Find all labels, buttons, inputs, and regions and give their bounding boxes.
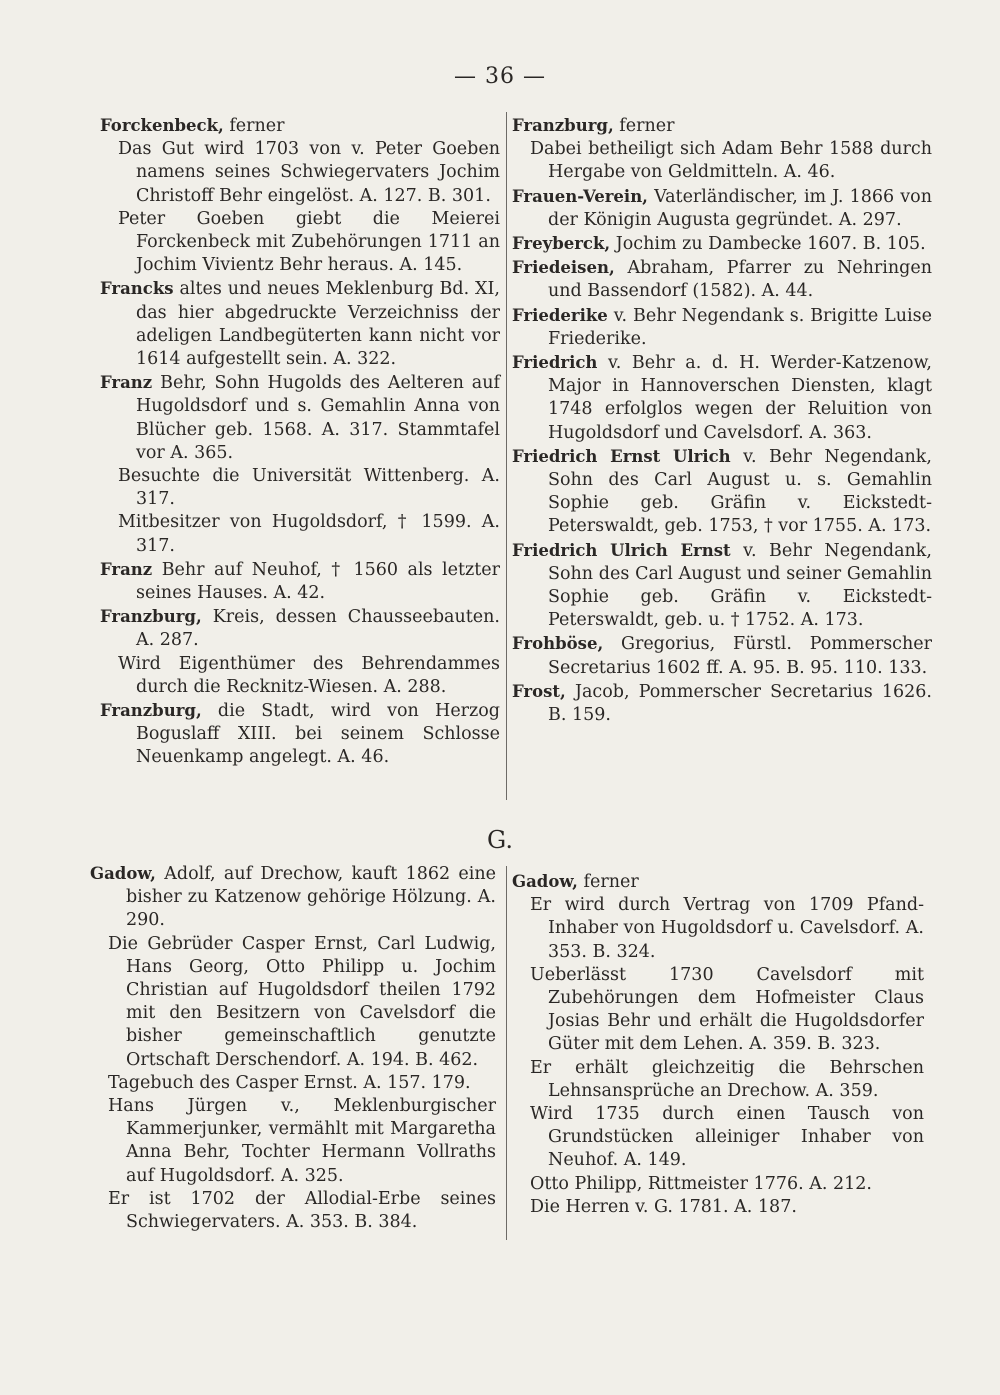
entry-heading: Friedrich (512, 353, 598, 373)
index-entry (512, 539, 932, 633)
entry-heading: Franzburg, (512, 116, 614, 135)
index-entry (512, 445, 932, 539)
index-entry (512, 185, 932, 232)
index-column-bottom-right (512, 870, 924, 1219)
entry-text: Er erhält gleichzeitig die Behrschen Lehnsansprüche an Drechow. A. 359. (530, 1057, 924, 1101)
index-entry (100, 277, 500, 371)
index-entry (90, 1188, 496, 1234)
entry-text: Das Gut wird 1703 von v. Peter Goeben namens seines Schwiegervaters Jochim Christoff Behr eingelöst. A. 127. B. 301. (118, 139, 500, 206)
index-column-top-right (512, 114, 932, 727)
index-entry (100, 558, 500, 605)
entry-text: Behr auf Neuhof, † 1560 als letzter seines Hauses. A. 42. (136, 559, 500, 604)
index-entry (100, 511, 500, 557)
page-number: — 36 — (454, 64, 546, 89)
column-divider (506, 112, 507, 800)
entry-heading: Friederike (512, 305, 608, 325)
entry-heading: Franz (100, 559, 153, 579)
index-entry (512, 114, 932, 138)
entry-text: altes und neues Meklenburg Bd. XI, das hier abgedruckte Verzeichniss der adeligen Landbegüterten kann nicht vor 1614 aufgestellt sein. A. 322. (136, 279, 500, 370)
entry-heading: Frost, (512, 681, 566, 701)
entry-heading: Friedrich Ulrich Ernst (512, 540, 731, 560)
entry-heading: Freyberck, (512, 234, 611, 254)
index-column-bottom-left (90, 862, 496, 1234)
index-entry (512, 894, 924, 964)
entry-text: Kreis, dessen Chausseebauten. A. 287. (136, 607, 500, 651)
entry-text: Mitbesitzer von Hugoldsdorf, † 1599. A. 317. (118, 512, 500, 556)
index-entry (512, 632, 932, 679)
index-entry (100, 465, 500, 511)
entry-heading: Franzburg, (100, 607, 202, 627)
entry-text: Tagebuch des Casper Ernst. A. 157. 179. (108, 1072, 471, 1093)
entry-heading: Frauen-Verein, (512, 186, 648, 206)
entry-heading: Frohböse, (512, 634, 604, 654)
entry-text: Ueberlässt 1730 Cavelsdorf mit Zubehörungen dem Hofmeister Claus Josias Behr und erhält die Hugoldsdorfer Güter mit dem Lehen. A. 359. B. 323. (530, 964, 924, 1055)
index-entry (512, 870, 924, 894)
entry-heading: Friedrich Ernst Ulrich (512, 446, 731, 466)
index-entry (90, 1095, 496, 1188)
index-entry (100, 138, 500, 208)
entry-text: v. Behr Negendank, Sohn des Carl August u. s. Gemahlin Sophie geb. Gräfin v. Eickstedt-Peterswaldt, geb. 1753, † vor 1755. A. 173. (548, 446, 932, 537)
index-entry (512, 232, 932, 256)
entry-text: Behr, Sohn Hugolds des Aelteren auf Hugoldsdorf und s. Gemahlin Anna von Blücher geb. 1568. A. 317. Stammtafel vor A. 365. (136, 373, 500, 463)
entry-text: ferner (229, 116, 285, 136)
entry-heading: Franzburg, (100, 701, 202, 721)
index-entry (512, 1057, 924, 1103)
index-entry (90, 933, 496, 1072)
index-entry (100, 699, 500, 770)
index-entry (100, 653, 500, 699)
entry-text: die Stadt, wird von Herzog Boguslaff XIII. bei seinem Schlosse Neuenkamp angelegt. A. 46. (136, 701, 500, 768)
index-entry (512, 256, 932, 303)
entry-text: Jochim zu Dambecke 1607. B. 105. (615, 234, 926, 255)
entry-text: v. Behr a. d. H. Werder-Katzenow, Major in Hannoverschen Diensten, klagt 1748 erfolglos wegen der Reluition von Hugoldsdorf und Cavelsdorf. A. 363. (548, 353, 932, 443)
index-entry (100, 114, 500, 138)
index-entry (90, 1072, 496, 1095)
entry-text: v. Behr Negendank, Sohn des Carl August und seiner Gemahlin Sophie geb. Gräfin v. Eickstedt-Peterswaldt, geb. u. † 1752. A. 173. (548, 540, 932, 631)
entry-heading: Friedeisen, (512, 258, 615, 278)
entry-text: Die Herren v. G. 1781. A. 187. (530, 1196, 797, 1217)
entry-text: ferner (619, 116, 675, 136)
index-entry (100, 208, 500, 278)
index-entry (512, 1103, 924, 1173)
index-column-top-left (100, 114, 500, 770)
entry-text: Hans Jürgen v., Meklenburgischer Kammerjunker, vermählt mit Margaretha Anna Behr, Tochter Hermann Vollraths auf Hugoldsdorf. A. 325. (108, 1096, 496, 1186)
entry-heading: Francks (100, 279, 174, 299)
entry-text: Dabei betheiligt sich Adam Behr 1588 durch Hergabe von Geldmitteln. A. 46. (530, 139, 932, 183)
index-entry (512, 351, 932, 445)
entry-text: Vaterländischer, im J. 1866 von der Königin Augusta gegründet. A. 297. (548, 186, 932, 230)
index-entry (512, 680, 932, 727)
entry-heading: Forckenbeck, (100, 116, 224, 135)
index-entry (512, 138, 932, 184)
entry-text: ferner (583, 872, 639, 892)
entry-heading: Gadow, (512, 872, 578, 891)
index-entry (512, 1173, 924, 1196)
entry-text: Besuchte die Universität Wittenberg. A. 317. (118, 466, 500, 510)
entry-text: Wird Eigenthümer des Behrendammes durch die Recknitz-Wiesen. A. 288. (118, 653, 500, 697)
section-letter: G. (487, 826, 513, 854)
entry-text: Jacob, Pommerscher Secretarius 1626. B. 159. (548, 681, 932, 726)
index-entry (100, 605, 500, 652)
index-entry (512, 304, 932, 351)
entry-text: v. Behr Negendank s. Brigitte Luise Friederike. (548, 305, 932, 349)
index-entry (512, 964, 924, 1057)
entry-text: Abraham, Pfarrer zu Nehringen und Bassendorf (1582). A. 44. (548, 258, 932, 302)
entry-text: Gregorius, Fürstl. Pommerscher Secretarius 1602 ff. A. 95. B. 95. 110. 133. (548, 634, 932, 678)
entry-text: Wird 1735 durch einen Tausch von Grundstücken alleiniger Inhaber von Neuhof. A. 149. (530, 1104, 924, 1171)
entry-text: Die Gebrüder Casper Ernst, Carl Ludwig, Hans Georg, Otto Philipp u. Jochim Christian auf Hugoldsdorf theilen 1792 mit den Besitzern von Cavelsdorf die bisher gemeinschaftlich genutzte Ortschaft Derschendorf. A. 194. B. 462. (108, 933, 496, 1070)
index-entry (90, 862, 496, 933)
index-entry (100, 371, 500, 465)
entry-heading: Franz (100, 373, 153, 393)
entry-text: Er wird durch Vertrag von 1709 Pfand-Inhaber von Hugoldsdorf u. Cavelsdorf. A. 353. B. 324. (530, 895, 924, 962)
entry-text: Otto Philipp, Rittmeister 1776. A. 212. (530, 1173, 872, 1194)
entry-text: Peter Goeben giebt die Meierei Forckenbeck mit Zubehörungen 1711 an Jochim Vivientz Behr heraus. A. 145. (118, 208, 500, 276)
column-divider (506, 866, 507, 1240)
index-entry (512, 1196, 924, 1219)
entry-text: Er ist 1702 der Allodial-Erbe seines Schwiegervaters. A. 353. B. 384. (108, 1188, 496, 1233)
entry-heading: Gadow, (90, 864, 156, 883)
entry-text: Adolf, auf Drechow, kauft 1862 eine bisher zu Katzenow gehörige Hölzung. A. 290. (126, 864, 496, 931)
